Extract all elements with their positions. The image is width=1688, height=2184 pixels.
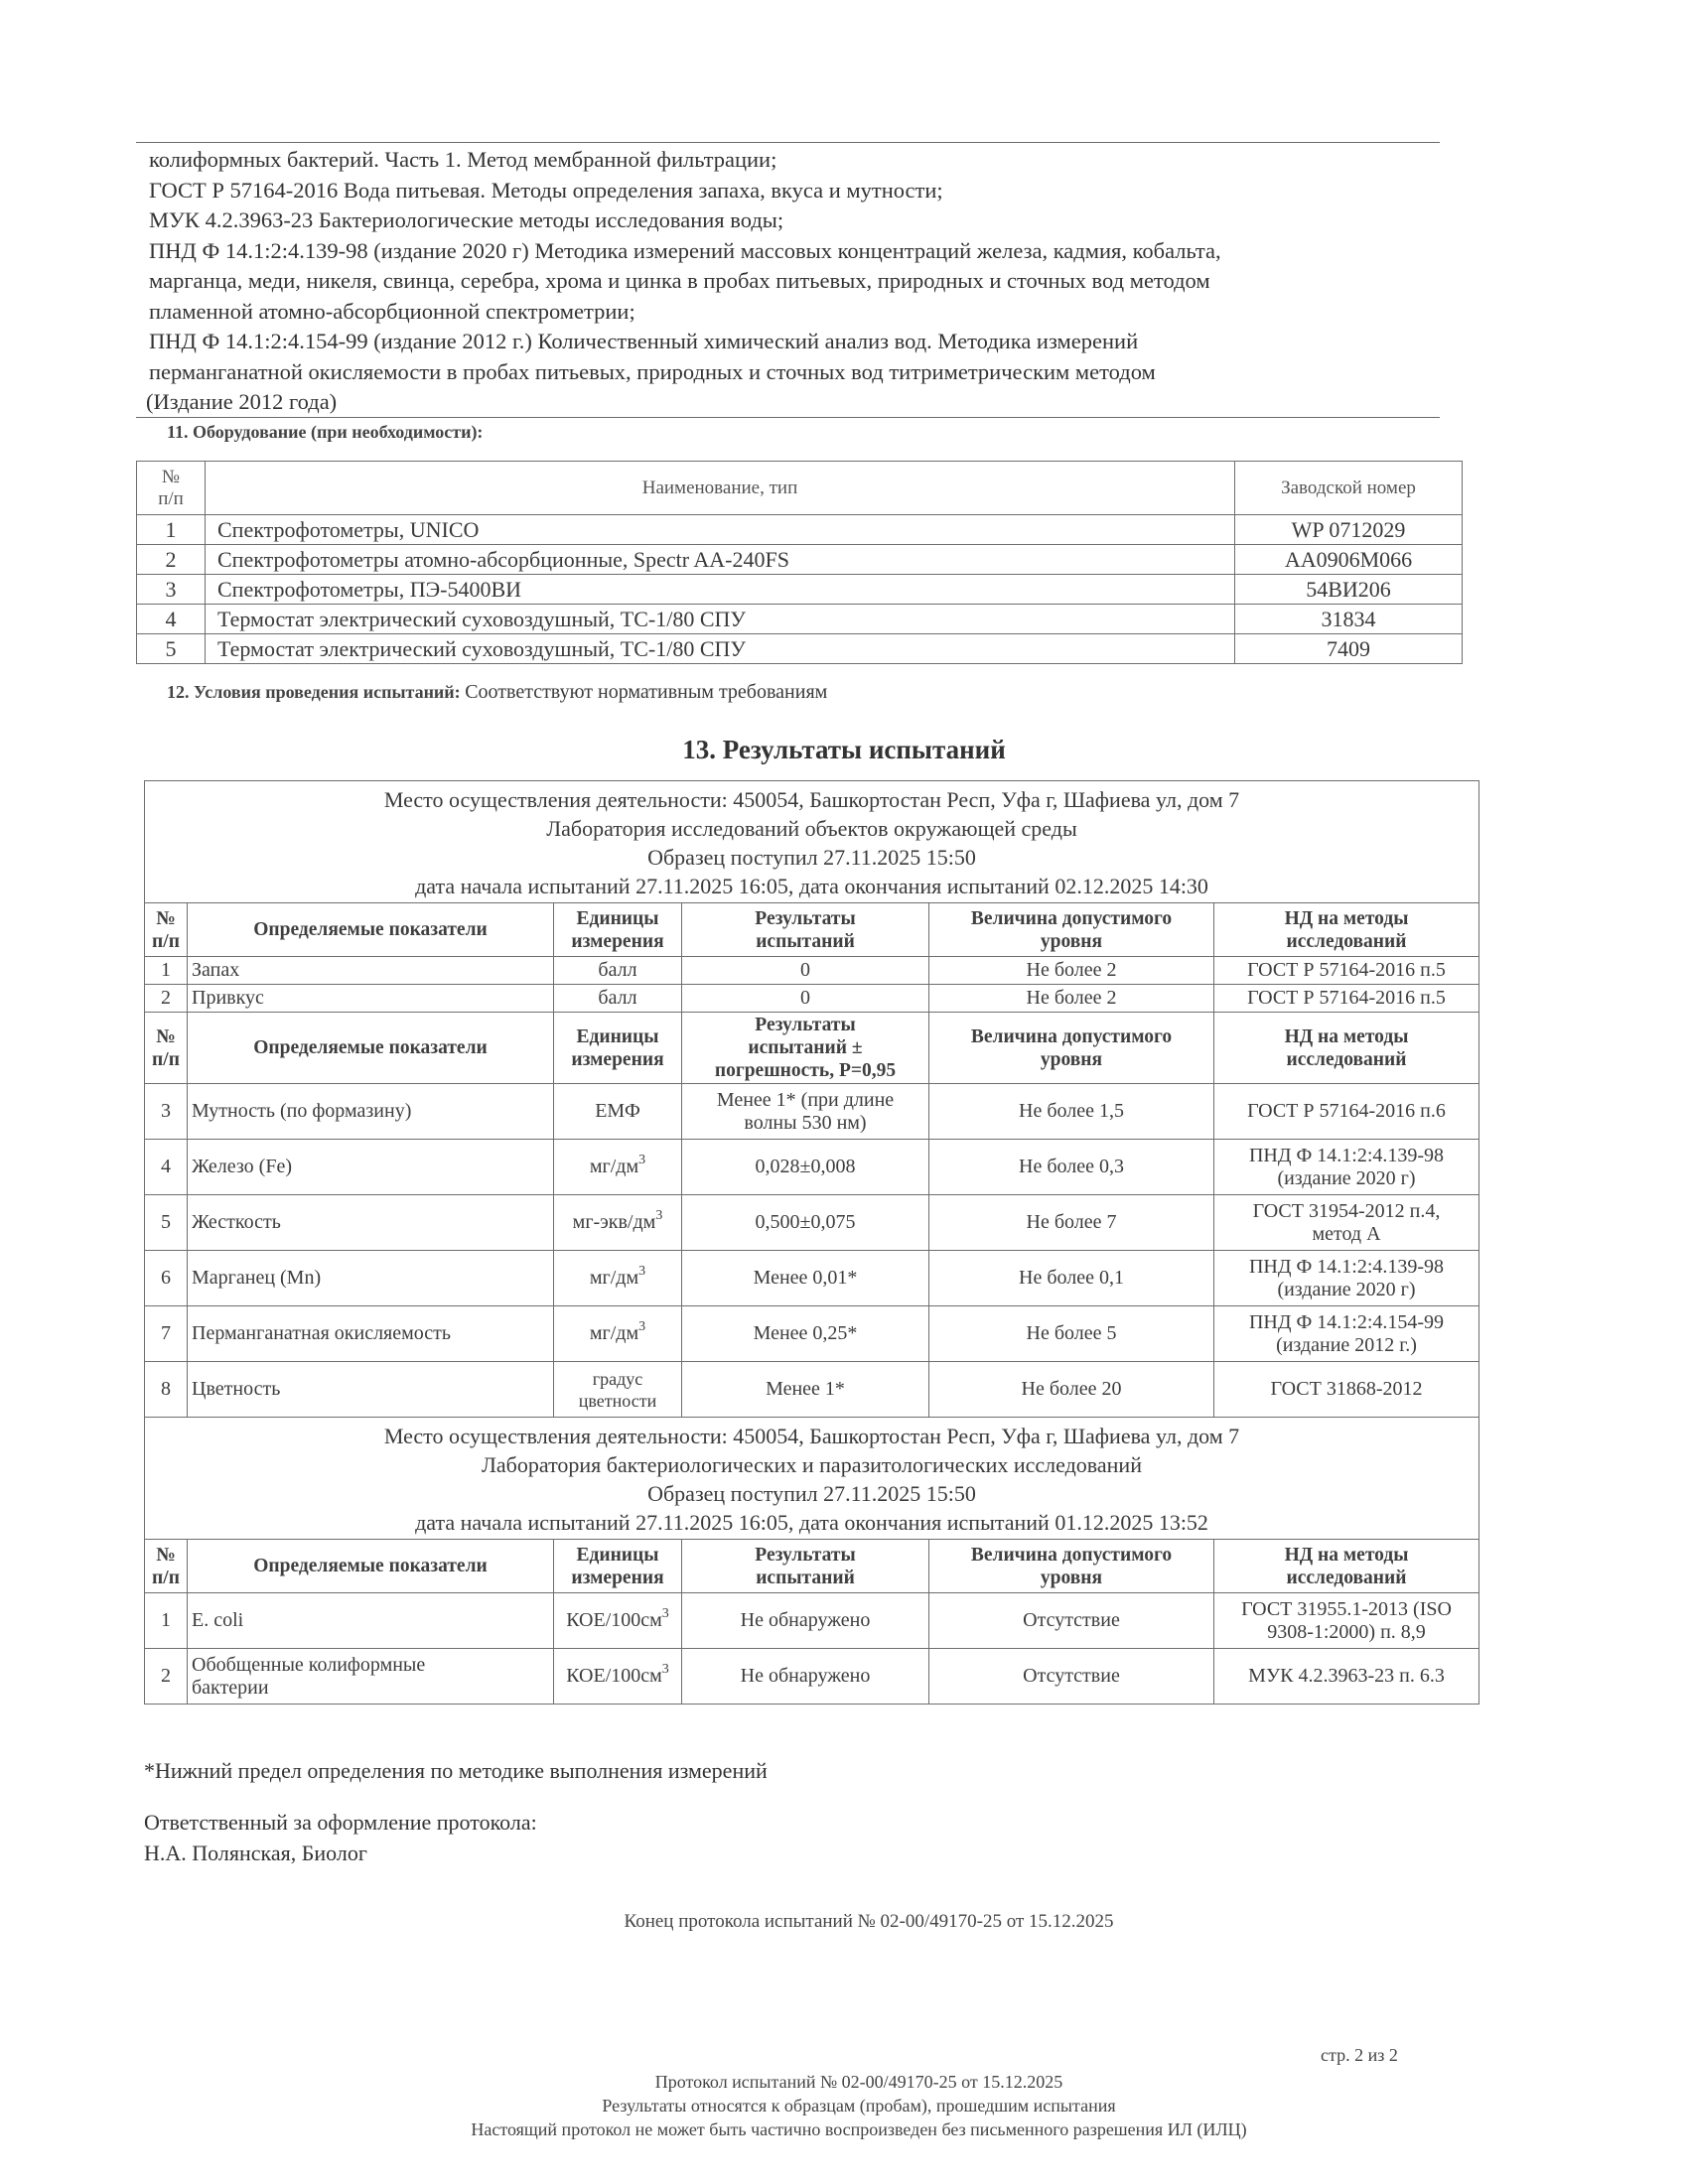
indicator-name: Жесткость [188, 1195, 554, 1251]
header-indicator: Определяемые показатели [188, 1013, 554, 1084]
unit: балл [554, 985, 682, 1013]
unit-superscript: 3 [661, 1606, 669, 1621]
header-num-line2: п/п [152, 1048, 180, 1070]
header-results-error [682, 1013, 929, 1084]
nd [1214, 1593, 1479, 1649]
unit-text: ЕМФ [595, 1100, 640, 1122]
header-results-line1: Результаты [755, 907, 856, 929]
nd [1214, 1306, 1479, 1362]
nd: ГОСТ 31868-2012 [1214, 1362, 1479, 1418]
equipment-num: 4 [137, 605, 206, 634]
equipment-name: Спектрофотометры, ПЭ-5400ВИ [206, 575, 1235, 605]
indicator-name: Запах [188, 957, 554, 985]
limit: Не более 2 [929, 985, 1214, 1013]
footer-line1: Протокол испытаний № 02-00/49170-25 от 15.12.2025 [654, 2072, 1063, 2092]
result-row [145, 1593, 1479, 1649]
header-num-line2: п/п [158, 487, 184, 509]
header-results [682, 1540, 929, 1593]
nd: МУК 4.2.3963-23 п. 6.3 [1214, 1649, 1479, 1705]
unit [554, 1593, 682, 1649]
lab-info-row [145, 781, 1479, 903]
result [682, 1084, 929, 1140]
result-row [145, 1195, 1479, 1251]
unit-text: мг/дм [589, 1267, 639, 1289]
result-row [145, 1140, 1479, 1195]
equipment-name: Спектрофотометры, UNICO [206, 515, 1235, 545]
header-limit-line2: уровня [1040, 1567, 1103, 1588]
test-dates: дата начала испытаний 27.11.2025 16:05, дата окончания испытаний 02.12.2025 14:30 [415, 874, 1208, 898]
unit-text: мг/дм [589, 1156, 639, 1177]
nd [1214, 1084, 1479, 1140]
lab-info [145, 1418, 1479, 1540]
header-num-line1: № [156, 1544, 176, 1566]
header-limit [929, 1013, 1214, 1084]
sample-received: Образец поступил 27.11.2025 15:50 [647, 1481, 976, 1506]
result-line2: волны 530 нм) [744, 1111, 867, 1134]
header-num-line1: № [156, 1025, 176, 1047]
equipment-row [137, 515, 1463, 545]
header-name: Наименование, тип [206, 462, 1235, 515]
header-nd-line1: НД на методы [1284, 1544, 1409, 1566]
unit [554, 1251, 682, 1306]
methods-line: перманганатной окисляемости в пробах питьевых, природных и сточных вод титриметрическим методом [149, 358, 1156, 384]
lab-info [145, 781, 1479, 903]
header-indicator: Определяемые показатели [188, 1540, 554, 1593]
test-dates: дата начала испытаний 27.11.2025 16:05, дата окончания испытаний 01.12.2025 13:52 [415, 1510, 1208, 1535]
result-row [145, 1362, 1479, 1418]
lab-name: Лаборатория исследований объектов окружающей среды [546, 816, 1077, 841]
header-results-line1: Результаты [755, 1015, 856, 1035]
equipment-num: 2 [137, 545, 206, 575]
nd-line2: 9308-1:2000) п. 8,9 [1267, 1620, 1426, 1643]
lab-info-row [145, 1418, 1479, 1540]
header-units [554, 903, 682, 957]
row-num: 3 [145, 1084, 188, 1140]
section-12-value: Соответствуют нормативным требованиям [465, 681, 828, 703]
footer-line2: Результаты относятся к образцам (пробам), прошедшим испытания [602, 2096, 1116, 2116]
row-num: 4 [145, 1140, 188, 1195]
responsible-block [144, 1807, 537, 1868]
results-table-environment [144, 780, 1479, 1705]
header-results-line1: Результаты [755, 1544, 856, 1566]
header-nd-line1: НД на методы [1284, 1025, 1409, 1047]
unit-line2: цветности [578, 1390, 657, 1411]
unit [554, 1306, 682, 1362]
nd: ГОСТ Р 57164-2016 п.5 [1214, 985, 1479, 1013]
top-divider [136, 142, 1440, 143]
equipment-num: 5 [137, 634, 206, 664]
result: 0 [682, 985, 929, 1013]
header-limit [929, 1540, 1214, 1593]
unit-superscript: 3 [655, 1208, 663, 1223]
result: Менее 0,01* [682, 1251, 929, 1306]
indicator-name: Цветность [188, 1362, 554, 1418]
nd [1214, 1140, 1479, 1195]
indicator-name: Мутность (по формазину) [188, 1084, 554, 1140]
header-num [145, 1540, 188, 1593]
header-units [554, 1013, 682, 1084]
methods-line: пламенной атомно-абсорбционной спектрометрии; [149, 298, 635, 324]
methods-list [146, 145, 1450, 418]
nd-line1: ПНД Ф 14.1:2:4.154-99 [1248, 1310, 1445, 1333]
limit: Не более 0,1 [929, 1251, 1214, 1306]
results-header-row [145, 903, 1479, 957]
equipment-serial: WP 0712029 [1235, 515, 1463, 545]
header-units-line1: Единицы [576, 1025, 659, 1047]
result: 0,500±0,075 [682, 1195, 929, 1251]
header-limit [929, 903, 1214, 957]
nd-line1: ГОСТ 31955.1-2013 (ISO [1241, 1597, 1452, 1620]
header-limit-line2: уровня [1040, 1048, 1103, 1070]
equipment-row [137, 545, 1463, 575]
header-num-line2: п/п [152, 930, 180, 952]
equipment-serial: 31834 [1235, 605, 1463, 634]
unit-superscript: 3 [661, 1662, 669, 1677]
indicator-name: Железо (Fe) [188, 1140, 554, 1195]
header-num-line1: № [161, 466, 181, 487]
result-row [145, 1084, 1479, 1140]
header-num-line2: п/п [152, 1567, 180, 1588]
header-limit-line1: Величина допустимого [970, 907, 1173, 929]
result: 0,028±0,008 [682, 1140, 929, 1195]
row-num: 7 [145, 1306, 188, 1362]
limit: Не более 7 [929, 1195, 1214, 1251]
unit-superscript: 3 [638, 1153, 646, 1167]
lab-place: Место осуществления деятельности: 450054, Башкортостан Респ, Уфа г, Шафиева ул, дом 7 [383, 787, 1240, 812]
header-nd-line2: исследований [1286, 1048, 1407, 1070]
header-num [145, 903, 188, 957]
indicator-name: Марганец (Mn) [188, 1251, 554, 1306]
header-units-line2: измерения [571, 930, 664, 952]
unit-text: мг/дм [589, 1322, 639, 1344]
footnote: *Нижний предел определения по методике выполнения измерений [144, 1758, 768, 1783]
methods-line: марганца, меди, никеля, свинца, серебра, хрома и цинка в пробах питьевых, природных и сточных вод методом [149, 268, 1210, 293]
nd-line2: (издание 2020 г) [1277, 1166, 1416, 1189]
equipment-num: 3 [137, 575, 206, 605]
methods-line: ПНД Ф 14.1:2:4.154-99 (издание 2012 г.) Количественный химический анализ вод. Методика измерений [149, 329, 1139, 353]
header-limit-line1: Величина допустимого [970, 1544, 1173, 1566]
header-results-line2: испытаний ± [748, 1037, 863, 1058]
header-results-line2: испытаний [756, 930, 855, 952]
section-13-title: 13. Результаты испытаний [682, 735, 1006, 764]
unit: балл [554, 957, 682, 985]
section-12 [167, 681, 827, 704]
unit [554, 1649, 682, 1705]
page-footer [0, 2070, 1688, 2141]
nd-line1: ПНД Ф 14.1:2:4.139-98 [1248, 1255, 1445, 1278]
header-nd-line2: исследований [1286, 930, 1407, 952]
row-num: 2 [145, 985, 188, 1013]
indicator-name [188, 1649, 554, 1705]
equipment-name: Термостат электрический суховоздушный, ТС-1/80 СПУ [206, 634, 1235, 664]
nd-line2: (издание 2012 г.) [1276, 1333, 1417, 1356]
header-limit-line1: Величина допустимого [970, 1025, 1173, 1047]
header-num-line1: № [156, 907, 176, 929]
responsible-name: Н.А. Полянская, Биолог [144, 1841, 367, 1865]
indicator-name: Привкус [188, 985, 554, 1013]
header-nd [1214, 1540, 1479, 1593]
nd [1214, 1251, 1479, 1306]
end-of-protocol: Конец протокола испытаний № 02-00/49170-25 от 15.12.2025 [624, 1911, 1114, 1932]
row-num: 2 [145, 1649, 188, 1705]
methods-line: ПНД Ф 14.1:2:4.139-98 (издание 2020 г) Методика измерений массовых концентраций железа, кадмия, кобальта, [149, 237, 1221, 263]
nd-line2: метод А [1312, 1222, 1381, 1245]
equipment-name: Термостат электрический суховоздушный, ТС-1/80 СПУ [206, 605, 1235, 634]
header-num [137, 462, 206, 515]
result-row [145, 957, 1479, 985]
equipment-name: Спектрофотометры атомно-абсорбционные, Spectr AA-240FS [206, 545, 1235, 575]
header-num [145, 1013, 188, 1084]
equipment-serial: 54ВИ206 [1235, 575, 1463, 605]
unit-text: мг-экв/дм [572, 1211, 656, 1233]
limit: Не более 0,3 [929, 1140, 1214, 1195]
equipment-serial: AA0906M066 [1235, 545, 1463, 575]
methods-line: колиформных бактерий. Часть 1. Метод мембранной фильтрации; [149, 147, 777, 172]
equipment-row [137, 634, 1463, 664]
nd [1214, 1195, 1479, 1251]
result: Не обнаружено [682, 1593, 929, 1649]
header-results-line2: испытаний [756, 1567, 855, 1588]
unit-text: КОЕ/100см [566, 1665, 662, 1687]
nd-line1: ГОСТ Р 57164-2016 п.6 [1247, 1100, 1446, 1122]
section-12-label: 12. Условия проведения испытаний: [167, 682, 461, 702]
result: Менее 0,25* [682, 1306, 929, 1362]
header-units-line2: измерения [571, 1567, 664, 1588]
limit: Не более 2 [929, 957, 1214, 985]
nd-line1: ГОСТ 31954-2012 п.4, [1252, 1199, 1441, 1222]
result-row [145, 985, 1479, 1013]
equipment-row [137, 605, 1463, 634]
limit: Не более 5 [929, 1306, 1214, 1362]
result: Менее 1* [682, 1362, 929, 1418]
limit: Отсутствие [929, 1593, 1214, 1649]
responsible-label: Ответственный за оформление протокола: [144, 1810, 537, 1835]
page-number: стр. 2 из 2 [1321, 2045, 1398, 2065]
indicator-name-line2: бактерии [192, 1676, 269, 1699]
lab-place: Место осуществления деятельности: 450054, Башкортостан Респ, Уфа г, Шафиева ул, дом 7 [383, 1424, 1240, 1448]
lab-name: Лаборатория бактериологических и паразитологических исследований [482, 1452, 1142, 1477]
methods-line: ГОСТ Р 57164-2016 Вода питьевая. Методы определения запаха, вкуса и мутности; [149, 177, 943, 203]
header-nd [1214, 903, 1479, 957]
nd-line1: ПНД Ф 14.1:2:4.139-98 [1248, 1144, 1445, 1166]
result-line1: Менее 1* (при длине [716, 1088, 895, 1111]
footer-line3: Настоящий протокол не может быть частично воспроизведен без письменного разрешения ИЛ (ИЛЦ) [471, 2119, 1247, 2139]
equipment-table [136, 461, 1463, 664]
section-11-title: 11. Оборудование (при необходимости): [167, 422, 484, 442]
header-units [554, 1540, 682, 1593]
nd: ГОСТ Р 57164-2016 п.5 [1214, 957, 1479, 985]
result: 0 [682, 957, 929, 985]
methods-line: (Издание 2012 года) [146, 389, 338, 414]
header-limit-line2: уровня [1040, 930, 1103, 952]
methods-line: МУК 4.2.3963-23 Бактериологические методы исследования воды; [149, 207, 784, 232]
equipment-header-row [137, 462, 1463, 515]
row-num: 1 [145, 1593, 188, 1649]
result-row [145, 1306, 1479, 1362]
header-units-line2: измерения [571, 1048, 664, 1070]
unit-line1: градус [592, 1368, 643, 1389]
sample-received: Образец поступил 27.11.2025 15:50 [647, 845, 976, 870]
header-units-line1: Единицы [576, 907, 659, 929]
methods-bottom-divider [136, 417, 1440, 418]
equipment-num: 1 [137, 515, 206, 545]
results-header-row [145, 1540, 1479, 1593]
limit: Не более 20 [929, 1362, 1214, 1418]
equipment-row [137, 575, 1463, 605]
row-num: 8 [145, 1362, 188, 1418]
result: Не обнаружено [682, 1649, 929, 1705]
unit-text: КОЕ/100см [566, 1609, 662, 1631]
indicator-name: E. coli [188, 1593, 554, 1649]
header-results [682, 903, 929, 957]
header-units-line1: Единицы [576, 1544, 659, 1566]
result-row [145, 1251, 1479, 1306]
unit-superscript: 3 [638, 1319, 646, 1334]
result-row [145, 1649, 1479, 1705]
header-nd [1214, 1013, 1479, 1084]
row-num: 5 [145, 1195, 188, 1251]
equipment-serial: 7409 [1235, 634, 1463, 664]
unit [554, 1195, 682, 1251]
header-serial: Заводской номер [1235, 462, 1463, 515]
unit [554, 1084, 682, 1140]
indicator-name-line1: Обобщенные колиформные [192, 1653, 426, 1676]
header-nd-line2: исследований [1286, 1567, 1407, 1588]
header-nd-line1: НД на методы [1284, 907, 1409, 929]
results-header-row-error [145, 1013, 1479, 1084]
unit [554, 1362, 682, 1418]
row-num: 6 [145, 1251, 188, 1306]
limit: Не более 1,5 [929, 1084, 1214, 1140]
nd-line2: (издание 2020 г) [1277, 1278, 1416, 1300]
unit-superscript: 3 [638, 1264, 646, 1279]
header-indicator: Определяемые показатели [188, 903, 554, 957]
header-results-line3: погрешность, Р=0,95 [714, 1060, 897, 1081]
indicator-name: Перманганатная окисляемость [188, 1306, 554, 1362]
row-num: 1 [145, 957, 188, 985]
limit: Отсутствие [929, 1649, 1214, 1705]
unit [554, 1140, 682, 1195]
